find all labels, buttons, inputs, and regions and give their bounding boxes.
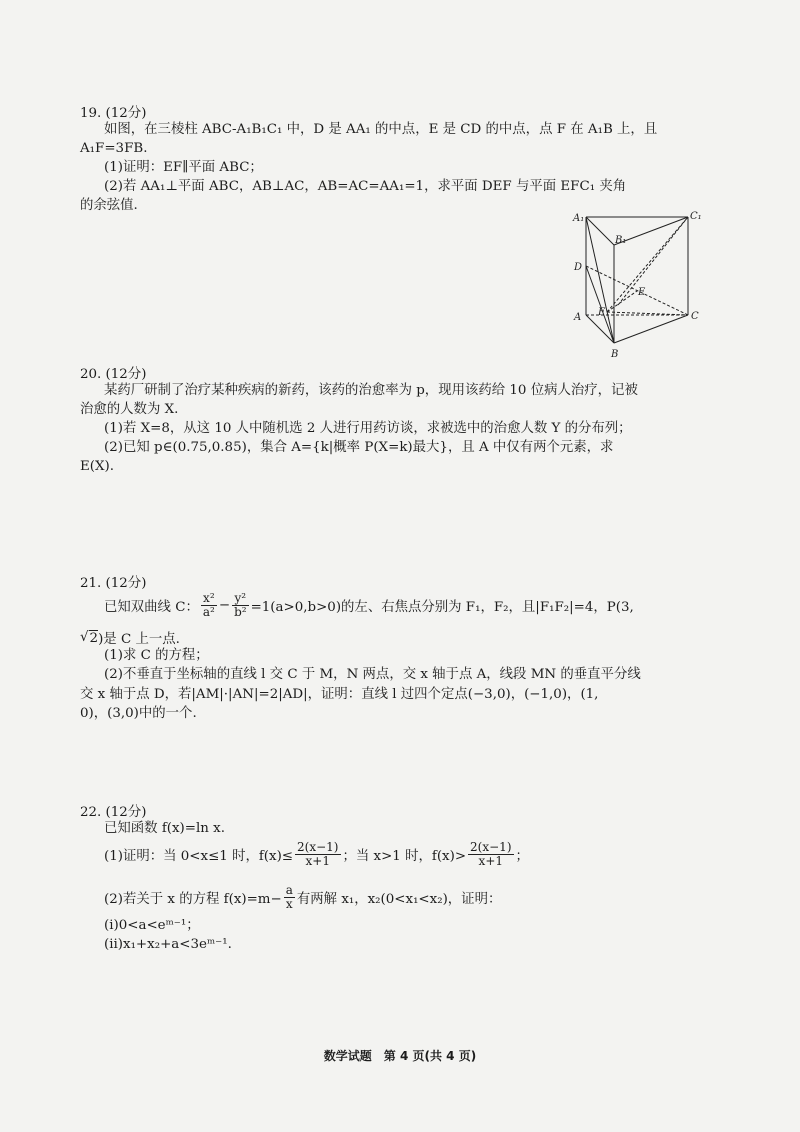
- q22-l2-b: ；当 x>1 时，f(x)>: [342, 849, 467, 864]
- q22-frac2-num: 2(x−1): [470, 840, 512, 854]
- page-footer: 数学试题 第 4 页(共 4 页): [323, 1049, 477, 1063]
- label-A1: A₁: [573, 213, 585, 224]
- q20-line1: 某药厂研制了治疗某种疾病的新药，该药的治愈率为 p，现用该药给 10 位病人治疗，记被: [104, 383, 638, 398]
- label-B1: B₁: [615, 235, 627, 246]
- q21-line2-post: )是 C 上一点.: [98, 632, 180, 647]
- label-F: F: [598, 307, 605, 318]
- label-B: B: [611, 349, 619, 360]
- prism-figure: [560, 205, 720, 365]
- q22-line3: [104, 884, 501, 911]
- q21-line1-pre: 已知双曲线 C：: [104, 600, 199, 615]
- q22-frac3: [284, 884, 295, 911]
- q22-line5: (ⅱ)x₁+x₂+a<3eᵐ⁻¹.: [104, 937, 232, 952]
- q22-line2: [104, 841, 529, 868]
- q22-frac3-den: x: [285, 897, 293, 911]
- q22-l3-a: (2)若关于 x 的方程 f(x)=m−: [104, 892, 282, 907]
- q22-title: 22. (12分): [80, 805, 147, 820]
- q22-l3-b: 有两解 x₁，x₂(0<x₁<x₂)，证明：: [296, 892, 502, 907]
- q21-frac1-num: x²: [201, 592, 217, 606]
- q20-line3: (1)若 X=8，从这 10 人中随机选 2 人进行用药访谈，求被选中的治愈人数 Y 的分布列；: [104, 421, 632, 436]
- q22-frac2-den: x+1: [478, 854, 504, 868]
- q21-line3: (1)求 C 的方程；: [104, 648, 209, 663]
- q21-frac1-den: a²: [202, 605, 215, 619]
- q22-line1: 已知函数 f(x)=ln x.: [104, 821, 225, 836]
- q21-sqrt-arg: 2: [89, 630, 99, 646]
- q19-line1: 如图，在三棱柱 ABC-A₁B₁C₁ 中，D 是 AA₁ 的中点，E 是 CD 的中点，点 F 在 A₁B 上，且: [104, 122, 658, 137]
- q19-title: 19. (12分): [80, 106, 147, 121]
- q22-frac1-den: x+1: [305, 854, 330, 868]
- q21-line5: 交 x 轴于点 D，若|AM|·|AN|=2|AD|，证明：直线 l 过四个定点(−3,0)，(−1,0)，(1,: [80, 687, 599, 702]
- q21-line4: (2)不垂直于坐标轴的直线 l 交 C 于 M，N 两点，交 x 轴于点 A，线段 MN 的垂直平分线: [104, 667, 641, 682]
- label-C1: C₁: [690, 211, 702, 222]
- label-D: D: [574, 262, 583, 273]
- q20-line2: 治愈的人数为 X.: [80, 402, 179, 417]
- q19-line4: (2)若 AA₁⊥平面 ABC，AB⊥AC，AB=AC=AA₁=1，求平面 DEF 与平面 EFC₁ 夹角: [104, 179, 627, 194]
- q19-line5: 的余弦值.: [80, 198, 138, 213]
- q20-title: 20. (12分): [80, 367, 147, 382]
- q20-line5: E(X).: [80, 459, 115, 474]
- sqrt-symbol: √: [80, 630, 89, 645]
- q22-l2-c: ；: [515, 849, 529, 864]
- label-E: E: [638, 287, 646, 298]
- q22-frac1-num: 2(x−1): [297, 840, 339, 854]
- q21-frac2-num: y²: [232, 592, 249, 606]
- q21-line2: [80, 628, 180, 647]
- q21-frac2-den: b²: [234, 605, 247, 619]
- q22-frac3-num: a: [285, 883, 293, 897]
- q21-title: 21. (12分): [80, 576, 147, 591]
- label-C: C: [691, 311, 699, 322]
- q19-line2: A₁F=3FB.: [80, 141, 148, 156]
- q20-line4: (2)已知 p∈(0.75,0.85)，集合 A={k|概率 P(X=k)最大}，且 A 中仅有两个元素，求: [104, 440, 614, 455]
- q22-frac2: [468, 841, 513, 868]
- q21-minus: −: [218, 598, 231, 613]
- q22-line4: (ⅰ)0<a<eᵐ⁻¹；: [104, 918, 200, 933]
- q21-frac1: [201, 592, 217, 619]
- q21-line1-post: =1(a>0,b>0)的左、右焦点分别为 F₁，F₂，且|F₁F₂|=4，P(3,: [250, 600, 634, 615]
- label-A: A: [574, 312, 582, 323]
- q22-l2-a: (1)证明：当 0<x≤1 时，f(x)≤: [104, 849, 294, 864]
- q21-line6: 0)，(3,0)中的一个.: [80, 706, 197, 721]
- q21-frac2: [232, 592, 249, 619]
- q21-line1: [104, 592, 634, 619]
- q19-line3: (1)证明：EF∥平面 ABC；: [104, 160, 263, 175]
- q22-frac1: [295, 841, 340, 868]
